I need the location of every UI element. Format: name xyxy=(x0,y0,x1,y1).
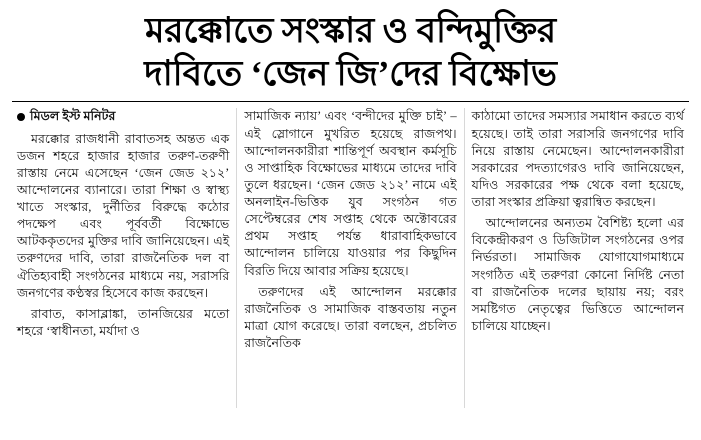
paragraph: তরুণদের এই আন্দোলন মরক্কোর রাজনৈতিক ও সামাজিক বাস্তবতায় নতুন মাত্রা যোগ করেছে। তারা বলছেন, প্রচলিত রাজনৈতিক xyxy=(244,284,457,350)
byline xyxy=(17,108,229,125)
article-columns xyxy=(10,108,691,408)
byline-source: মিডল ইস্ট মনিটর xyxy=(30,109,116,124)
page-title xyxy=(10,10,691,95)
headline-line-2: দাবিতে ‘জেন জি’দের বিক্ষোভ xyxy=(144,53,557,93)
paragraph: আন্দোলনের অন্যতম বৈশিষ্ট্য হলো এর বিকেন্দ্রীকরণ ও ডিজিটাল সংগঠনের ওপর নির্ভরতা। সামাজিক যোগাযোগমাধ্যমে সংগঠিত এই তরুণরা কোনো নির্দিষ্ট নেতা বা রাজনৈতিক দলের ছায়ায় নয়; বরং সমষ্টিগত নেতৃত্বের ভিত্তিতে আন্দোলন চালিয়ে যাচ্ছেন। xyxy=(471,216,684,333)
paragraph: রাবাত, কাসাব্লাঙ্কা, তানজিয়ের মতো শহরে ‘স্বাধীনতা, মর্যাদা ও xyxy=(17,306,230,338)
headline-divider xyxy=(12,101,689,102)
article-column-3 xyxy=(464,108,691,408)
paragraph: মরক্কোর রাজধানী রাবাতসহ অন্তত এক ডজন শহরে হাজার হাজার তরুণ-তরুণী রাস্তায় নেমে এসেছেন ‘জেন জেড ২১২’ আন্দোলনের ব্যানারে। তারা শিক্ষা ও স্বাস্থ্য খাতে সংস্কার, দুর্নীতির বিরুদ্ধে কঠোর পদক্ষেপ এবং পূর্ববর্তী বিক্ষোভে আটককৃতদের মুক্তির দাবি জানিয়েছেন। এই তরুণদের দাবি, তারা রাজনৈতিক দল বা ঐতিহ্যবাহী সংগঠনের মাধ্যমে নয়, সরাসরি জনগণের কণ্ঠস্বর হিসেবে কাজ করছেন। xyxy=(17,131,230,300)
article-column-1 xyxy=(10,108,236,408)
paragraph: কাঠামো তাদের সমস্যার সমাধান করতে ব্যর্থ হয়েছে। তাই তারা সরাসরি জনগণের দাবি নিয়ে রাস্তায় নেমেছেন। আন্দোলনকারীরা সরকারের পদত্যাগেরও দাবি জানিয়েছেন, যদিও সরকারের পক্ষ থেকে বলা হয়েছে, তারা সংস্কার প্রক্রিয়া ত্বরান্বিত করছেন। xyxy=(471,109,684,209)
headline-line-1: মরক্কোতে সংস্কার ও বন্দিমুক্তির xyxy=(145,11,556,50)
paragraph: সামাজিক ন্যায়’ এবং ‘বন্দীদের মুক্তি চাই’ – এই স্লোগানে মুখরিত হয়েছে রাজপথ। আন্দোলনকারীরা শান্তিপূর্ণ অবস্থান কর্মসূচি ও সাপ্তাহিক বিক্ষোভের মাধ্যমে তাদের দাবি তুলে ধরছেন। ‘জেন জেড ২১২’ নামে এই অনলাইন-ভিত্তিক যুব সংগঠন গত সেপ্টেম্বরের শেষ সপ্তাহ থেকে অক্টোবরের প্রথম সপ্তাহ পর্যন্ত ধারাবাহিকভাবে আন্দোলন চালিয়ে যাওয়ার পর কিছুদিন বিরতি দিয়ে আবার সক্রিয় হয়েছে। xyxy=(244,109,457,278)
bullet-dot-icon xyxy=(17,113,25,121)
article-column-2 xyxy=(236,108,463,408)
